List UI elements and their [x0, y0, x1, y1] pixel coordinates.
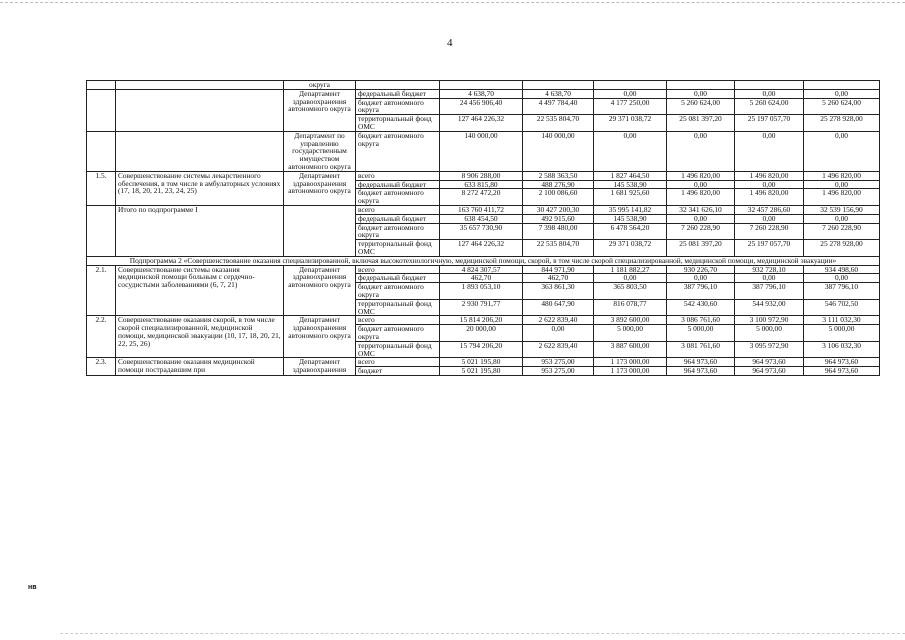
table-cell: бюджет автономного округа	[356, 98, 440, 115]
table-cell: Департамент по управлению государственным имуществом автономного округа	[284, 131, 356, 171]
table-cell: 0,00	[804, 131, 880, 171]
table-cell: Совершенствование оказания скорой, в том числе скорой специализированной, медицинской помощи, медицинской эвакуации (10, 17, 18, 20, 21, 22, 25, 26)	[116, 316, 284, 358]
table-cell: Департамент здравоохранения автономного округа	[284, 89, 356, 131]
table-cell: 15 794 206,20	[440, 341, 523, 358]
table-cell: 5 021 195,80	[440, 367, 523, 376]
footer-mark: нв	[28, 584, 37, 591]
table-cell: 480 647,90	[523, 299, 594, 316]
table-cell: 462,70	[523, 274, 594, 283]
table-cell: 25 197 057,70	[735, 115, 804, 132]
table-row	[87, 171, 880, 180]
table-cell: 140 000,00	[523, 131, 594, 171]
table-cell: 32 539 156,90	[804, 205, 880, 214]
table-cell: 3 111 032,30	[804, 316, 880, 325]
table-cell: 462,70	[440, 274, 523, 283]
table-cell: бюджет автономного округа	[356, 189, 440, 206]
table-cell: 816 078,77	[594, 299, 667, 316]
table-cell: 1 681 925,60	[594, 189, 667, 206]
table-cell: 363 861,30	[523, 283, 594, 300]
scan-edge-bottom	[60, 633, 905, 634]
table-cell	[804, 81, 880, 90]
section-row	[87, 256, 880, 265]
table-cell: территориальный фонд ОМС	[356, 240, 440, 257]
table-cell: 5 260 624,00	[735, 98, 804, 115]
table-cell: 1 496 820,00	[804, 189, 880, 206]
table-cell: округа	[284, 81, 356, 90]
table-cell: 4 638,70	[440, 89, 523, 98]
table-cell: 4 638,70	[523, 89, 594, 98]
table-cell: 0,00	[804, 180, 880, 189]
table-cell	[667, 81, 735, 90]
table-cell: 542 430,60	[667, 299, 735, 316]
table-cell: 25 278 928,00	[804, 240, 880, 257]
table-cell: 3 095 972,90	[735, 341, 804, 358]
table-cell: территориальный фонд ОМС	[356, 299, 440, 316]
table-row	[87, 131, 880, 171]
table-row	[87, 89, 880, 98]
table-cell: 3 106 032,30	[804, 341, 880, 358]
table-cell	[523, 81, 594, 90]
table-cell: 932 728,10	[735, 265, 804, 274]
table-cell: 127 464 226,32	[440, 115, 523, 132]
table-cell: 4 497 784,40	[523, 98, 594, 115]
table-cell: Совершенствование оказания медицинской помощи пострадавшим при	[116, 358, 284, 376]
table-cell: 3 100 972,90	[735, 316, 804, 325]
table-cell: 844 971,90	[523, 265, 594, 274]
table-cell: 2 100 086,60	[523, 189, 594, 206]
table-cell: 8 906 288,00	[440, 171, 523, 180]
table-cell: Департамент здравоохранения автономного округа	[284, 171, 356, 205]
table-cell: 1 496 820,00	[667, 171, 735, 180]
table-cell: бюджет автономного округа	[356, 325, 440, 342]
table-cell	[356, 81, 440, 90]
table-cell: всего	[356, 205, 440, 214]
table-cell: 1 827 464,50	[594, 171, 667, 180]
table-cell: 163 760 411,72	[440, 205, 523, 214]
table-cell: бюджет автономного округа	[356, 223, 440, 240]
table-cell: 145 538,90	[594, 214, 667, 223]
table-cell: 3 892 600,00	[594, 316, 667, 325]
table-cell: 8 272 472,20	[440, 189, 523, 206]
table-cell: 5 000,00	[804, 325, 880, 342]
table-cell: 0,00	[804, 274, 880, 283]
table-cell: бюджет автономного округа	[356, 283, 440, 300]
table-cell: 2.2.	[87, 316, 116, 358]
table-row	[87, 316, 880, 325]
table-cell: федеральный бюджет	[356, 180, 440, 189]
table-cell: 964 973,60	[735, 367, 804, 376]
table-cell: Департамент здравоохранения	[284, 358, 356, 376]
table-cell: 964 973,60	[667, 358, 735, 367]
table-cell	[87, 89, 116, 131]
table-cell: 0,00	[594, 274, 667, 283]
table-cell: 145 538,90	[594, 180, 667, 189]
table-cell: 0,00	[667, 214, 735, 223]
table-cell: 7 398 480,00	[523, 223, 594, 240]
table-cell: 32 341 626,10	[667, 205, 735, 214]
table-row	[87, 358, 880, 367]
table-cell: всего	[356, 358, 440, 367]
table-cell: 2 930 791,77	[440, 299, 523, 316]
table-cell: 7 260 228,90	[804, 223, 880, 240]
table-cell: территориальный фонд ОМС	[356, 115, 440, 132]
budget-table	[86, 80, 880, 376]
table-cell: 0,00	[735, 131, 804, 171]
table-cell: Совершенствование системы оказания медицинской помощи больным с сердечно-сосудистыми заболеваниями (6, 7, 21)	[116, 265, 284, 316]
table-cell	[87, 81, 116, 90]
scan-edge-top	[0, 2, 905, 3]
table-cell: 22 535 804,70	[523, 115, 594, 132]
table-cell	[594, 81, 667, 90]
table-cell: 5 260 624,00	[804, 98, 880, 115]
table-cell: 2 622 839,40	[523, 316, 594, 325]
page-number: 4	[447, 37, 453, 49]
table-cell	[116, 131, 284, 171]
table-cell: 25 081 397,20	[667, 240, 735, 257]
table-cell: 1.5.	[87, 171, 116, 205]
table-cell: 1 893 053,10	[440, 283, 523, 300]
table-cell: 930 226,70	[667, 265, 735, 274]
table-cell: 0,00	[804, 214, 880, 223]
table-cell: 1 181 882,27	[594, 265, 667, 274]
table-cell: 127 464 226,32	[440, 240, 523, 257]
table-cell: 2.3.	[87, 358, 116, 376]
table-cell: 964 973,60	[667, 367, 735, 376]
table-cell: 35 995 141,82	[594, 205, 667, 214]
table-cell: федеральный бюджет	[356, 274, 440, 283]
table-cell: 0,00	[667, 131, 735, 171]
table-cell: 387 796,10	[804, 283, 880, 300]
table-row	[87, 81, 880, 90]
table-cell: 5 260 624,00	[667, 98, 735, 115]
table-cell: территориальный фонд ОМС	[356, 341, 440, 358]
table-cell: 5 000,00	[667, 325, 735, 342]
table-cell: 934 498,60	[804, 265, 880, 274]
table-cell: 3 086 761,60	[667, 316, 735, 325]
table-cell: 2 622 839,40	[523, 341, 594, 358]
table-cell: 638 454,50	[440, 214, 523, 223]
table-cell: 5 000,00	[594, 325, 667, 342]
table-cell: 1 496 820,00	[667, 189, 735, 206]
table-cell: 5 021 195,80	[440, 358, 523, 367]
table-cell: 953 275,00	[523, 358, 594, 367]
table-cell: 0,00	[667, 180, 735, 189]
table-cell	[87, 205, 116, 256]
table-cell: 0,00	[735, 89, 804, 98]
table-cell: 0,00	[735, 274, 804, 283]
table-cell: 35 657 730,90	[440, 223, 523, 240]
table-cell: 1 496 820,00	[735, 189, 804, 206]
table-cell: 1 173 000,00	[594, 358, 667, 367]
table-cell: 22 535 804,70	[523, 240, 594, 257]
table-cell: 0,00	[804, 89, 880, 98]
table-cell: 0,00	[594, 89, 667, 98]
table-cell: 0,00	[735, 214, 804, 223]
table-cell: 0,00	[523, 325, 594, 342]
table-cell: 7 260 228,90	[667, 223, 735, 240]
table-cell: 4 177 250,00	[594, 98, 667, 115]
table-cell: 1 496 820,00	[804, 171, 880, 180]
table-cell: 492 915,60	[523, 214, 594, 223]
table-cell	[284, 205, 356, 256]
table-cell	[440, 81, 523, 90]
table-cell: 0,00	[735, 180, 804, 189]
table-cell: 25 278 928,00	[804, 115, 880, 132]
table-cell: 0,00	[667, 274, 735, 283]
table-cell: 546 702,50	[804, 299, 880, 316]
table-cell: всего	[356, 265, 440, 274]
table-cell: 3 887 600,00	[594, 341, 667, 358]
table-cell	[735, 81, 804, 90]
table-cell: 633 815,80	[440, 180, 523, 189]
table-cell: 365 803,50	[594, 283, 667, 300]
table-cell: 488 276,90	[523, 180, 594, 189]
table-cell: 25 197 057,70	[735, 240, 804, 257]
table-cell: 3 081 761,60	[667, 341, 735, 358]
table-cell: 6 478 564,20	[594, 223, 667, 240]
table-cell: всего	[356, 316, 440, 325]
table-cell: 4 824 307,57	[440, 265, 523, 274]
table-cell: 20 000,00	[440, 325, 523, 342]
table-cell: 29 371 038,72	[594, 240, 667, 257]
table-cell: 140 000,00	[440, 131, 523, 171]
table-cell: 2.1.	[87, 265, 116, 316]
table-row	[87, 205, 880, 214]
table-cell: бюджет	[356, 367, 440, 376]
table-cell: Департамент здравоохранения автономного округа	[284, 316, 356, 358]
table-cell	[87, 131, 116, 171]
table-cell: Совершенствование системы лекарственного обеспечения, в том числе в амбулаторных условиях (17, 18, 20, 21, 23, 24, 25)	[116, 171, 284, 205]
table-cell: 964 973,60	[735, 358, 804, 367]
table-cell: 0,00	[594, 131, 667, 171]
table-cell: 24 456 906,40	[440, 98, 523, 115]
table-cell: Департамент здравоохранения автономного округа	[284, 265, 356, 316]
table-cell: 1 496 820,00	[735, 171, 804, 180]
table-cell: 25 081 397,20	[667, 115, 735, 132]
table-row	[87, 265, 880, 274]
table-cell: 32 457 286,60	[735, 205, 804, 214]
table-cell: Итого по подпрограмме I	[116, 205, 284, 256]
table-cell: 964 973,60	[804, 358, 880, 367]
table-cell: 964 973,60	[804, 367, 880, 376]
table-cell: 387 796,10	[735, 283, 804, 300]
table-cell: 2 588 363,50	[523, 171, 594, 180]
table-cell: 5 000,00	[735, 325, 804, 342]
table-cell: 544 932,00	[735, 299, 804, 316]
table-cell	[116, 81, 284, 90]
table-cell: федеральный бюджет	[356, 89, 440, 98]
table-cell: 7 260 228,90	[735, 223, 804, 240]
table-cell	[116, 89, 284, 131]
table-cell: 29 371 038,72	[594, 115, 667, 132]
table-cell: 953 275,00	[523, 367, 594, 376]
table-cell: бюджет автономного округа	[356, 131, 440, 171]
table-cell: всего	[356, 171, 440, 180]
table-cell: 387 796,10	[667, 283, 735, 300]
table-cell: 15 814 206,20	[440, 316, 523, 325]
table-cell: 0,00	[667, 89, 735, 98]
table-cell: федеральный бюджет	[356, 214, 440, 223]
table-cell: 30 427 200,30	[523, 205, 594, 214]
table-cell: 1 173 000,00	[594, 367, 667, 376]
subprogram-header: Подпрограмма 2 «Совершенствование оказания специализированной, включая высокотехнологичную, медицинской помощи, скорой, в том числе скорой специализированной, медицинской помощи, медицинской эвакуации»	[87, 256, 880, 265]
